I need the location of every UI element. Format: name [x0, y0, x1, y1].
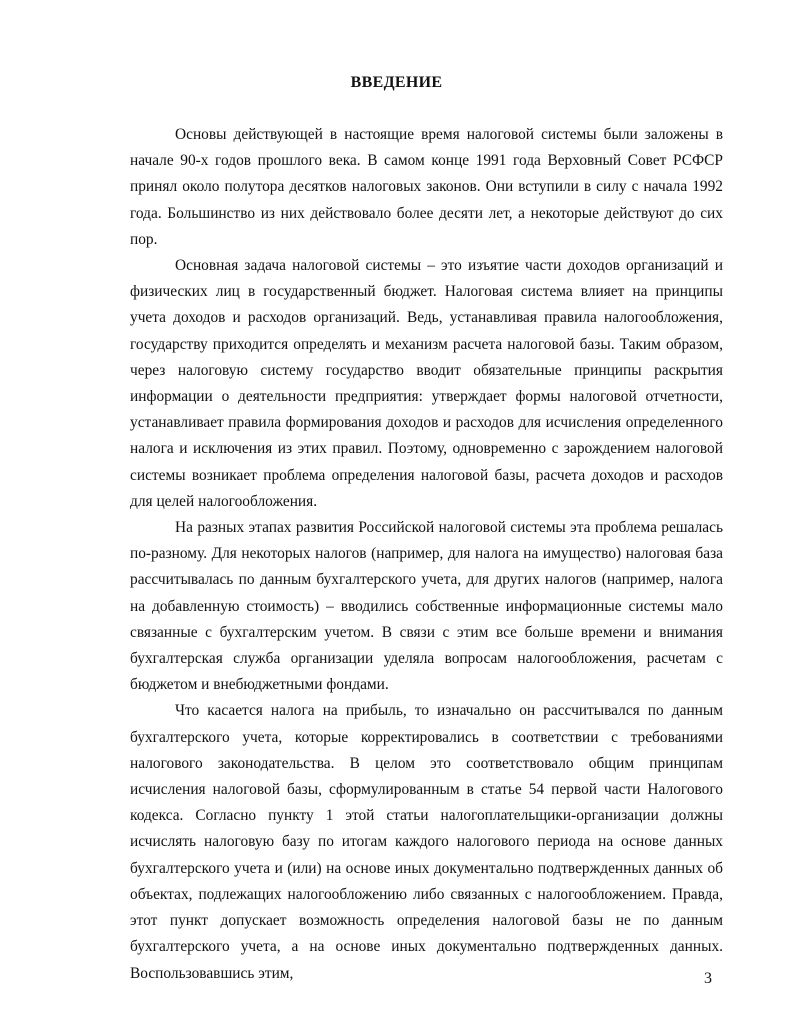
paragraph-4: Что касается налога на прибыль, то изначально он рассчитывался по данным бухгалтерского учета, которые корректировались в соответствии с требованиями налогового законодательства. В целом это соответствовало общим принципам исчисления налоговой базы, сформулированным в статье 54 первой части Налогового кодекса. Согласно пункту 1 этой статьи налогоплательщики-организации должны исчислять налоговую базу по итогам каждого налогового периода на основе данных бухгалтерского учета и (или) на основе иных документально подтвержденных данных об объектах, подлежащих налогообложению либо связанных с налогообложением. Правда, этот пункт допускает возможность определения налоговой базы не по данным бухгалтерского учета, а на основе иных документально подтвержденных данных. Воспользовавшись этим, — [130, 702, 723, 982]
page-title: ВВЕДЕНИЕ — [350, 74, 443, 91]
paragraph-3: На разных этапах развития Российской налоговой системы эта проблема решалась по-разному. Для некоторых налогов (например, для налога на имущество) налоговая база рассчитывалась по данным бухгалтерского учета, для других налогов (например, налога на добавленную стоимость) – вводились собственные информационные системы мало связанные с бухгалтерским учетом. В связи с этим все больше времени и внимания бухгалтерская служба организации уделяла вопросам налогообложения, расчетам с бюджетом и внебюджетными фондами. — [130, 519, 723, 694]
page-number: 3 — [704, 970, 712, 987]
paragraph-1: Основы действующей в настоящие время налоговой системы были заложены в начале 90-х годов прошлого века. В самом конце 1991 года Верховный Совет РСФСР принял около полутора десятков налоговых законов. Они вступили в силу с начала 1992 года. Большинство из них действовало более десяти лет, а некоторые действуют до сих пор. — [130, 126, 723, 248]
paragraph-2: Основная задача налоговой системы – это изъятие части доходов организаций и физических лиц в государственный бюджет. Налоговая система влияет на принципы учета доходов и расходов организаций. Ведь, устанавливая правила налогообложения, государству приходится определять и механизм расчета налоговой базы. Таким образом, через налоговую систему государство вводит обязательные принципы раскрытия информации о деятельности предприятия: утверждает формы налоговой отчетности, устанавливает правила формирования доходов и расходов для исчисления определенного налога и исключения из этих правил. Поэтому, одновременно с зарождением налоговой системы возникает проблема определения налоговой базы, расчета доходов и расходов для целей налогообложения. — [130, 257, 723, 510]
body-text — [130, 122, 723, 987]
